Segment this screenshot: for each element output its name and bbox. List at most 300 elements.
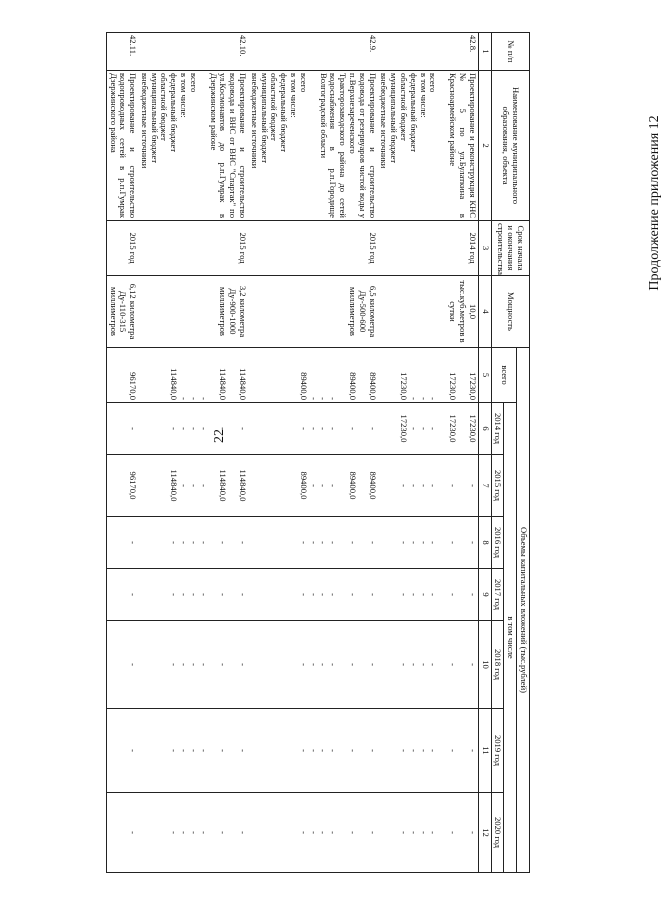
funding-value: - — [179, 831, 190, 834]
funding-value: - — [188, 749, 199, 752]
funding-value: - — [308, 593, 319, 596]
funding-value: - — [308, 397, 319, 400]
funding-value: - — [428, 663, 439, 666]
funding-source-label: федеральный бюджет — [408, 73, 419, 153]
column-number: 2 — [478, 71, 491, 221]
funding-value: - — [408, 831, 419, 834]
funding-value: - — [169, 831, 180, 834]
funding-value: - — [418, 541, 429, 544]
funding-value — [437, 711, 447, 790]
funding-value: - — [298, 541, 309, 544]
funding-value: - — [399, 831, 410, 834]
column-number: 7 — [478, 455, 491, 517]
header-volumes: Объемы капитальных вложений (тыс.рублей) — [517, 348, 530, 873]
funding-value: - — [328, 484, 339, 487]
construction-period: 2015 год — [248, 221, 378, 276]
spacer — [457, 711, 467, 790]
value-year — [248, 621, 378, 709]
value-year — [378, 569, 479, 621]
funding-value — [437, 795, 447, 870]
spacer — [357, 405, 367, 452]
main-value: - — [128, 541, 139, 544]
object-name-cell — [378, 71, 479, 221]
value-year — [106, 569, 138, 621]
header-capacity: Мощность — [491, 276, 529, 348]
construction-period: 2015 год — [106, 221, 138, 276]
row-number: 42.8. — [378, 33, 479, 71]
value-total — [106, 348, 138, 403]
spacer — [227, 350, 237, 400]
funding-source-label: муниципальный бюджет — [149, 73, 160, 164]
main-value: - — [128, 593, 139, 596]
main-value: 96170,0 — [128, 471, 139, 500]
funding-value: - — [448, 593, 459, 596]
funding-value: 89400,0 — [298, 372, 309, 400]
funding-source-label: внебюджетные источники — [139, 73, 150, 169]
funding-value: - — [308, 831, 319, 834]
main-value: 96170,0 — [128, 372, 139, 400]
spacer — [198, 73, 208, 218]
main-value: - — [367, 749, 378, 752]
column-number: 4 — [478, 276, 491, 348]
funding-value: - — [448, 749, 459, 752]
funding-value: - — [298, 593, 309, 596]
funding-value — [208, 571, 218, 618]
column-number: 6 — [478, 403, 491, 455]
table-row — [378, 33, 479, 873]
row-number: 42.10. — [138, 33, 248, 71]
funding-value: - — [298, 831, 309, 834]
spacer — [457, 457, 467, 514]
header-year: 2015 год — [491, 455, 504, 517]
funding-source-label: федеральный бюджет — [279, 73, 290, 153]
funding-value — [337, 623, 347, 706]
funding-value: - — [169, 593, 180, 596]
value-year — [138, 793, 248, 873]
funding-value: - — [218, 541, 229, 544]
spacer — [357, 571, 367, 618]
main-value: 114840,0 — [238, 469, 249, 502]
main-value: 89400,0 — [367, 471, 378, 500]
spacer — [457, 571, 467, 618]
funding-value — [437, 457, 447, 514]
funding-value — [437, 519, 447, 566]
funding-source-label: областной бюджет — [399, 73, 410, 141]
main-value: - — [367, 831, 378, 834]
funding-value: - — [347, 541, 358, 544]
funding-value — [337, 795, 347, 870]
spacer — [227, 571, 237, 618]
funding-value — [337, 711, 347, 790]
funding-value: - — [328, 427, 339, 430]
funding-value: - — [179, 663, 190, 666]
funding-value: - — [179, 484, 190, 487]
column-number: 5 — [478, 348, 491, 403]
main-value: 114840,0 — [238, 368, 249, 400]
value-year — [378, 455, 479, 517]
funding-value: - — [448, 663, 459, 666]
main-value: 17230,0 — [467, 414, 478, 443]
value-year — [248, 403, 378, 455]
funding-value: - — [188, 831, 199, 834]
funding-value: - — [318, 831, 329, 834]
column-number: 10 — [478, 621, 491, 709]
funding-value: 17230,0 — [399, 414, 410, 443]
funding-value: - — [399, 593, 410, 596]
header-name: Наименование муниципального образования, объекта — [491, 71, 529, 221]
column-numbers-row — [478, 33, 491, 873]
funding-value: - — [328, 831, 339, 834]
spacer — [457, 519, 467, 566]
value-year — [138, 455, 248, 517]
funding-value: - — [308, 663, 319, 666]
value-year — [106, 517, 138, 569]
value-year — [138, 517, 248, 569]
column-number: 1 — [478, 33, 491, 71]
header-year: 2017 год — [491, 569, 504, 621]
capacity: 10,0 тыс.куб.метров в сутки — [378, 276, 479, 348]
spacer — [227, 457, 237, 514]
value-total — [248, 348, 378, 403]
funding-value — [337, 350, 347, 400]
header-period: Срок начала и окончания строительства — [491, 221, 529, 276]
funding-value: - — [347, 831, 358, 834]
funding-value: - — [418, 663, 429, 666]
funding-source-label: внебюджетные источники — [249, 73, 260, 169]
funding-value: 114840,0 — [218, 368, 229, 400]
funding-value: - — [428, 593, 439, 596]
spacer — [227, 623, 237, 706]
funding-value — [208, 350, 218, 400]
spacer — [357, 711, 367, 790]
funding-value — [437, 623, 447, 706]
main-value: 89400,0 — [367, 372, 378, 400]
funding-value: - — [448, 541, 459, 544]
value-year — [378, 403, 479, 455]
funding-source-label: областной бюджет — [269, 73, 280, 141]
value-year — [138, 621, 248, 709]
funding-source-label: муниципальный бюджет — [389, 73, 400, 164]
value-year — [138, 403, 248, 455]
funding-value: - — [318, 541, 329, 544]
funding-value: - — [418, 427, 429, 430]
funding-value: - — [198, 749, 209, 752]
funding-source-label: в том числе: — [418, 73, 429, 118]
funding-source-label: всего — [298, 73, 309, 93]
funding-value: - — [428, 541, 439, 544]
funding-value — [337, 457, 347, 514]
spacer — [457, 795, 467, 870]
value-year — [106, 455, 138, 517]
table-row — [248, 33, 378, 873]
funding-value: - — [328, 663, 339, 666]
page-number: 22 — [212, 429, 227, 443]
funding-value: - — [308, 484, 319, 487]
construction-period: 2014 год — [378, 221, 479, 276]
funding-value: - — [408, 397, 419, 400]
main-value: - — [238, 831, 249, 834]
capacity: 6,12 километра Ду-110-315 миллиметров — [106, 276, 138, 348]
funding-value: 89400,0 — [298, 471, 309, 500]
row-number: 42.11. — [106, 33, 138, 71]
value-year — [378, 793, 479, 873]
funding-value: 17230,0 — [399, 372, 410, 400]
funding-source-label: областной бюджет — [159, 73, 170, 141]
spacer — [227, 795, 237, 870]
funding-value: - — [399, 663, 410, 666]
column-number: 9 — [478, 569, 491, 621]
funding-value: - — [298, 427, 309, 430]
spacer — [457, 405, 467, 452]
funding-value: 89400,0 — [347, 471, 358, 500]
funding-value: 114840,0 — [169, 368, 180, 400]
funding-value: - — [328, 593, 339, 596]
value-year — [248, 793, 378, 873]
object-name-cell — [106, 71, 138, 221]
row-number: 42.9. — [248, 33, 378, 71]
funding-value: - — [318, 484, 329, 487]
funding-value: - — [399, 541, 410, 544]
capacity: 3,2 километра Ду-900-1000 миллиметров — [138, 276, 248, 348]
value-year — [106, 709, 138, 793]
main-value: - — [367, 427, 378, 430]
column-number: 11 — [478, 709, 491, 793]
column-number: 12 — [478, 793, 491, 873]
value-year — [248, 569, 378, 621]
funding-value: - — [188, 397, 199, 400]
value-year — [378, 709, 479, 793]
main-value: - — [128, 427, 139, 430]
funding-value: - — [318, 397, 329, 400]
funding-value: - — [218, 663, 229, 666]
table-header — [478, 33, 529, 873]
capital-investment-table — [65, 32, 530, 872]
funding-value: - — [408, 663, 419, 666]
funding-value: - — [198, 663, 209, 666]
funding-value: - — [418, 397, 429, 400]
funding-value: - — [418, 749, 429, 752]
funding-source-label: федеральный бюджет — [169, 73, 180, 153]
funding-value — [437, 571, 447, 618]
spacer — [357, 457, 367, 514]
spacer — [357, 350, 367, 400]
main-value: - — [238, 427, 249, 430]
funding-value: - — [218, 749, 229, 752]
object-name: Проектирование и строительство водовода от резервуаров чистой воды у п.Верхнезареченского Тракторозаводского района до сетей водоснабжения в р.п.Городище Волгоградской области — [318, 73, 378, 218]
funding-value: - — [318, 663, 329, 666]
funding-value: - — [218, 831, 229, 834]
funding-value: - — [428, 749, 439, 752]
header-year: 2020 год — [491, 793, 504, 873]
funding-value — [208, 623, 218, 706]
header-year: 2018 год — [491, 621, 504, 709]
funding-value: - — [298, 749, 309, 752]
main-value: - — [238, 541, 249, 544]
funding-value: - — [318, 749, 329, 752]
funding-value: - — [218, 427, 229, 430]
main-value: - — [467, 749, 478, 752]
funding-value: - — [298, 663, 309, 666]
value-total — [138, 348, 248, 403]
main-value: - — [467, 831, 478, 834]
funding-value: - — [218, 593, 229, 596]
object-name: Проектирование и строительство водовода и ВНС от ВНС "Спартак" по ул.Космонавтов до р.п.Гумрак в Дзержинском районе — [208, 73, 249, 218]
value-total — [378, 348, 479, 403]
main-value: - — [467, 593, 478, 596]
spacer — [457, 350, 467, 400]
spacer — [437, 73, 447, 218]
funding-value: - — [188, 593, 199, 596]
funding-value: - — [169, 749, 180, 752]
funding-value — [437, 350, 447, 400]
funding-source-label: муниципальный бюджет — [259, 73, 270, 164]
funding-source-label: всего — [188, 73, 199, 93]
main-value: - — [467, 663, 478, 666]
funding-value: - — [328, 749, 339, 752]
funding-value — [437, 405, 447, 452]
funding-value — [208, 711, 218, 790]
value-year — [106, 403, 138, 455]
column-number: 3 — [478, 221, 491, 276]
funding-value: - — [179, 427, 190, 430]
funding-value: - — [347, 749, 358, 752]
table-body — [106, 33, 478, 873]
funding-value: - — [328, 541, 339, 544]
main-value: - — [238, 593, 249, 596]
funding-value — [208, 795, 218, 870]
funding-value: - — [188, 541, 199, 544]
object-name: Проектирование и реконструкция КНС № 5 по ул.Булаткина в Красноармейском районе — [448, 73, 478, 218]
funding-value: - — [169, 541, 180, 544]
funding-source-label: внебюджетные источники — [379, 73, 390, 169]
funding-value: - — [428, 484, 439, 487]
main-value: - — [128, 749, 139, 752]
funding-source-label: всего — [428, 73, 439, 93]
funding-value: - — [308, 749, 319, 752]
main-value: - — [367, 593, 378, 596]
funding-value — [337, 405, 347, 452]
table-row — [106, 33, 138, 873]
main-value: 17230,0 — [467, 372, 478, 400]
funding-value: 17230,0 — [448, 372, 459, 400]
funding-value: - — [198, 484, 209, 487]
spacer — [457, 623, 467, 706]
funding-value: - — [169, 427, 180, 430]
funding-value: - — [418, 593, 429, 596]
funding-value: 17230,0 — [448, 414, 459, 443]
funding-value: - — [428, 831, 439, 834]
main-value: - — [467, 541, 478, 544]
funding-value: - — [198, 593, 209, 596]
funding-value — [208, 457, 218, 514]
funding-value: - — [198, 831, 209, 834]
funding-value: - — [408, 749, 419, 752]
object-name-cell — [248, 71, 378, 221]
funding-value: - — [188, 484, 199, 487]
header-year: 2019 год — [491, 709, 504, 793]
funding-value: - — [347, 663, 358, 666]
spacer — [227, 405, 237, 452]
value-year — [248, 455, 378, 517]
header-num: № п/п — [491, 33, 529, 71]
main-value: - — [128, 831, 139, 834]
funding-value: - — [318, 593, 329, 596]
spacer — [357, 795, 367, 870]
funding-source-label: в том числе: — [289, 73, 300, 118]
spacer — [227, 519, 237, 566]
funding-value: - — [347, 427, 358, 430]
main-value: - — [238, 663, 249, 666]
funding-value: - — [428, 427, 439, 430]
funding-value: - — [188, 427, 199, 430]
funding-value: - — [188, 663, 199, 666]
funding-value: - — [399, 749, 410, 752]
value-year — [138, 569, 248, 621]
value-year — [106, 621, 138, 709]
funding-value — [208, 405, 218, 452]
capacity: 6,5 километра Ду-500-600 миллиметров — [248, 276, 378, 348]
funding-value: - — [179, 541, 190, 544]
funding-value: 89400,0 — [347, 372, 358, 400]
funding-value: - — [448, 831, 459, 834]
funding-value: - — [169, 663, 180, 666]
funding-value: - — [179, 397, 190, 400]
funding-value: - — [308, 427, 319, 430]
funding-value: - — [179, 593, 190, 596]
data-table — [106, 32, 530, 873]
funding-value: - — [448, 484, 459, 487]
funding-value: - — [308, 541, 319, 544]
spacer — [357, 623, 367, 706]
funding-value: - — [408, 593, 419, 596]
value-year — [106, 793, 138, 873]
funding-value: - — [318, 427, 329, 430]
value-year — [378, 517, 479, 569]
header-including: в том числе — [504, 403, 517, 873]
value-year — [378, 621, 479, 709]
funding-value: - — [408, 541, 419, 544]
funding-value: - — [179, 749, 190, 752]
spacer — [357, 519, 367, 566]
header-year: 2014 год — [491, 403, 504, 455]
object-name: Проектирование и строительство водопроводных сетей в р.п.Гумрак Дзержинского района — [108, 73, 139, 218]
funding-value: - — [399, 484, 410, 487]
value-year — [248, 709, 378, 793]
table-row — [138, 33, 248, 873]
funding-value: - — [198, 427, 209, 430]
main-value: - — [238, 749, 249, 752]
continuation-title: Продолжение приложения 12 — [647, 115, 662, 291]
funding-value — [337, 571, 347, 618]
funding-value: - — [198, 541, 209, 544]
funding-value: - — [418, 831, 429, 834]
value-year — [248, 517, 378, 569]
funding-value: - — [198, 397, 209, 400]
header-year: 2016 год — [491, 517, 504, 569]
funding-value: 114840,0 — [218, 469, 229, 502]
main-value: - — [367, 541, 378, 544]
funding-value: - — [418, 484, 429, 487]
main-value: - — [128, 663, 139, 666]
funding-value: - — [408, 427, 419, 430]
value-year — [138, 709, 248, 793]
funding-value: 114840,0 — [169, 469, 180, 502]
funding-value — [208, 519, 218, 566]
funding-value: - — [428, 397, 439, 400]
funding-value — [337, 519, 347, 566]
spacer — [227, 711, 237, 790]
spacer — [308, 73, 318, 218]
